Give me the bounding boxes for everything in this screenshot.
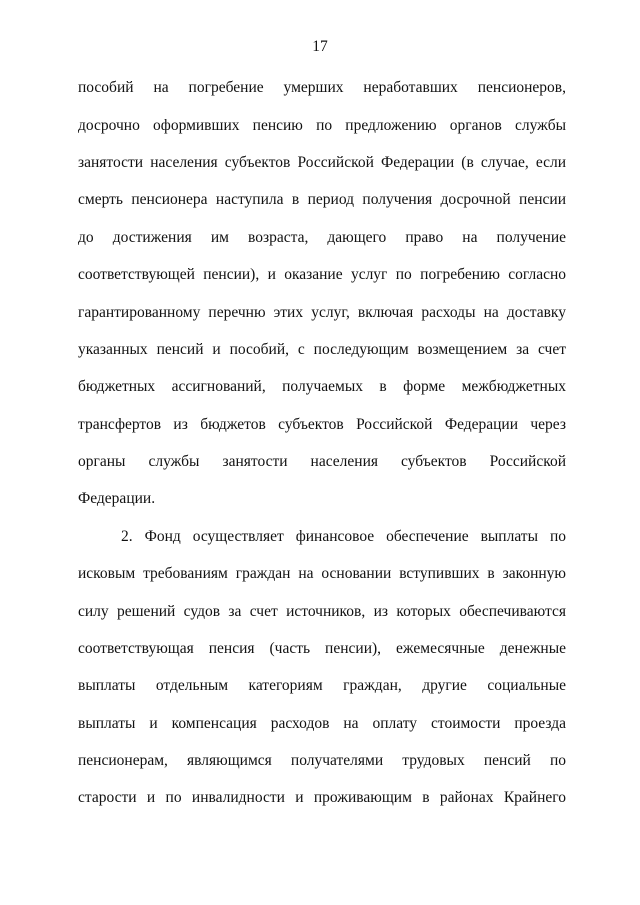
- text-line: Федерации.: [78, 490, 156, 507]
- text-line: до достижения им возраста, дающего право на получение: [78, 229, 566, 246]
- text-line: смерть пенсионера наступила в период получения досрочной пенсии: [78, 191, 566, 208]
- text-line: выплаты и компенсация расходов на оплату стоимости проезда: [78, 715, 566, 732]
- text-line: соответствующая пенсия (часть пенсии), ежемесячные денежные: [78, 640, 566, 657]
- page-number: 17: [312, 38, 328, 55]
- text-line: старости и по инвалидности и проживающим в районах Крайнего: [78, 789, 566, 806]
- text-line: пенсионерам, являющимся получателями трудовых пенсий по: [78, 752, 566, 769]
- text-line: пособий на погребение умерших неработавших пенсионеров,: [78, 79, 566, 96]
- text-line: бюджетных ассигнований, получаемых в форме межбюджетных: [78, 378, 566, 395]
- text-line: указанных пенсий и пособий, с последующим возмещением за счет: [78, 341, 566, 358]
- text-line: досрочно оформивших пенсию по предложению органов службы: [78, 117, 566, 134]
- text-line: занятости населения субъектов Российской Федерации (в случае, если: [78, 154, 566, 171]
- paragraph-start-line: 2. Фонд осуществляет финансовое обеспечение выплаты по: [121, 528, 566, 545]
- text-line: выплаты отдельным категориям граждан, другие социальные: [78, 677, 566, 694]
- text-line: органы службы занятости населения субъектов Российской: [78, 453, 566, 470]
- text-line: гарантированному перечню этих услуг, включая расходы на доставку: [78, 304, 566, 321]
- text-line: силу решений судов за счет источников, из которых обеспечиваются: [78, 603, 566, 620]
- text-line: соответствующей пенсии), и оказание услуг по погребению согласно: [78, 266, 566, 283]
- text-line: трансфертов из бюджетов субъектов Российской Федерации через: [78, 416, 566, 433]
- text-line: исковым требованиям граждан на основании вступивших в законную: [78, 565, 566, 582]
